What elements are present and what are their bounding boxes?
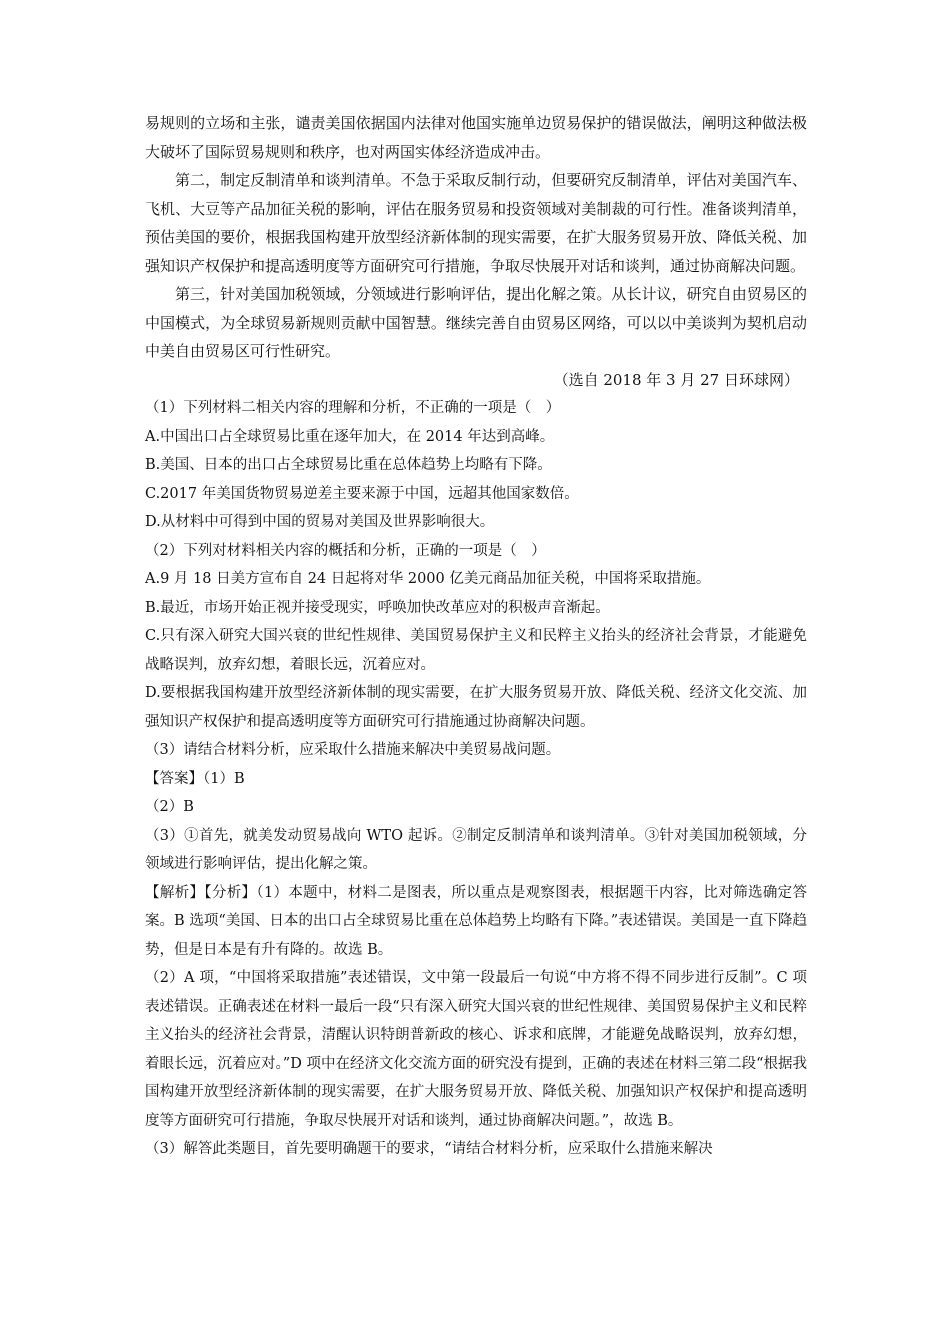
- question-2-stem: （2）下列对材料相关内容的概括和分析，正确的一项是（ ）: [145, 542, 546, 559]
- answer-line-2: （2）B: [145, 799, 194, 815]
- document-page: [145, 109, 807, 1164]
- question-2-option-c: C.只有深入研究大国兴衰的世纪性规律、美国贸易保护主义和民粹主义抬头的经济社会背景，才能避免战略误判，放弃幻想，着眼长远，沉着应对。: [145, 628, 807, 673]
- question-2-option-d: D.要根据我国构建开放型经济新体制的现实需要，在扩大服务贸易开放、降低关税、经济文化交流、加强知识产权保护和提高透明度等方面研究可行措施通过协商解决问题。: [145, 685, 807, 730]
- question-3-stem: （3）请结合材料分析，应采取什么措施来解决中美贸易战问题。: [145, 742, 561, 758]
- answer-line-1: 【答案】（1）B: [145, 770, 245, 787]
- question-1-stem: （1）下列材料二相关内容的理解和分析，不正确的一项是（ ）: [145, 400, 561, 416]
- question-1-option-d: D.从材料中可得到中国的贸易对美国及世界影响很大。: [145, 514, 495, 530]
- question-2-option-b: B.最近，市场开始正视并接受现实，呼唤加快改革应对的积极声音渐起。: [145, 599, 610, 616]
- analysis-part-3: （3）解答此类题目，首先要明确题干的要求，“请结合材料分析，应采取什么措施来解决: [145, 1141, 713, 1157]
- material-paragraph-1: 易规则的立场和主张，谴责美国依据国内法律对他国实施单边贸易保护的错误做法，阐明这种做法极大破坏了国际贸易规则和秩序，也对两国实体经济造成冲击。: [145, 114, 807, 161]
- question-2-option-a: A.9 月 18 日美方宣布自 24 日起将对华 2000 亿美元商品加征关税，中国将采取措施。: [145, 571, 711, 587]
- question-1-option-c: C.2017 年美国货物贸易逆差主要来源于中国，远超其他国家数倍。: [145, 485, 579, 502]
- question-1-option-b: B.美国、日本的出口占全球贸易比重在总体趋势上均略有下降。: [145, 457, 552, 473]
- analysis-part-1: 【解析】【分析】（1）本题中，材料二是图表，所以重点是观察图表，根据题干内容，比对筛选确定答案。B 选项“美国、日本的出口占全球贸易比重在总体趋势上均略有下降。”表述错误。美国是一直下降趋势，但是日本是有升有降的。故选 B。: [145, 884, 807, 958]
- question-1-option-a: A.中国出口占全球贸易比重在逐年加大，在 2014 年达到高峰。: [145, 428, 555, 445]
- answer-line-3: （3）①首先，就美发动贸易战向 WTO 起诉。②制定反制清单和谈判清单。③针对美国加税领域，分领域进行影响评估，提出化解之策。: [145, 827, 807, 872]
- source-citation: （选自 2018 年 3 月 27 日环球网）: [553, 370, 799, 389]
- material-paragraph-2: 第二，制定反制清单和谈判清单。不急于采取反制行动，但要研究反制清单，评估对美国汽车、飞机、大豆等产品加征关税的影响，评估在服务贸易和投资领域对美制裁的可行性。准备谈判清单，预估美国的要价，根据我国构建开放型经济新体制的现实需要，在扩大服务贸易开放、降低关税、加强知识产权保护和提高透明度等方面研究可行措施，争取尽快展开对话和谈判，通过协商解决问题。: [145, 171, 807, 275]
- analysis-part-2: （2）A 项，“中国将采取措施”表述错误，文中第一段最后一句说“中方将不得不同步进行反制”。C 项表述错误。正确表述在材料一最后一段“只有深入研究大国兴衰的世纪性规律、美国贸易保护主义和民粹主义抬头的经济社会背景，清醒认识特朗普新政的核心、诉求和底牌，才能避免战略误判，放弃幻想，着眼长远，沉着应对。”D 项中在经济文化交流方面的研究没有提到，正确的表述在材料三第二段“根据我国构建开放型经济新体制的现实需要，在扩大服务贸易开放、降低关税、加强知识产权保护和提高透明度等方面研究可行措施，争取尽快展开对话和谈判，通过协商解决问题。”，故选 B。: [145, 970, 807, 1129]
- material-paragraph-3: 第三，针对美国加税领域，分领域进行影响评估，提出化解之策。从长计议，研究自由贸易区的中国模式，为全球贸易新规则贡献中国智慧。继续完善自由贸易区网络，可以以中美谈判为契机启动中美自由贸易区可行性研究。: [145, 285, 807, 360]
